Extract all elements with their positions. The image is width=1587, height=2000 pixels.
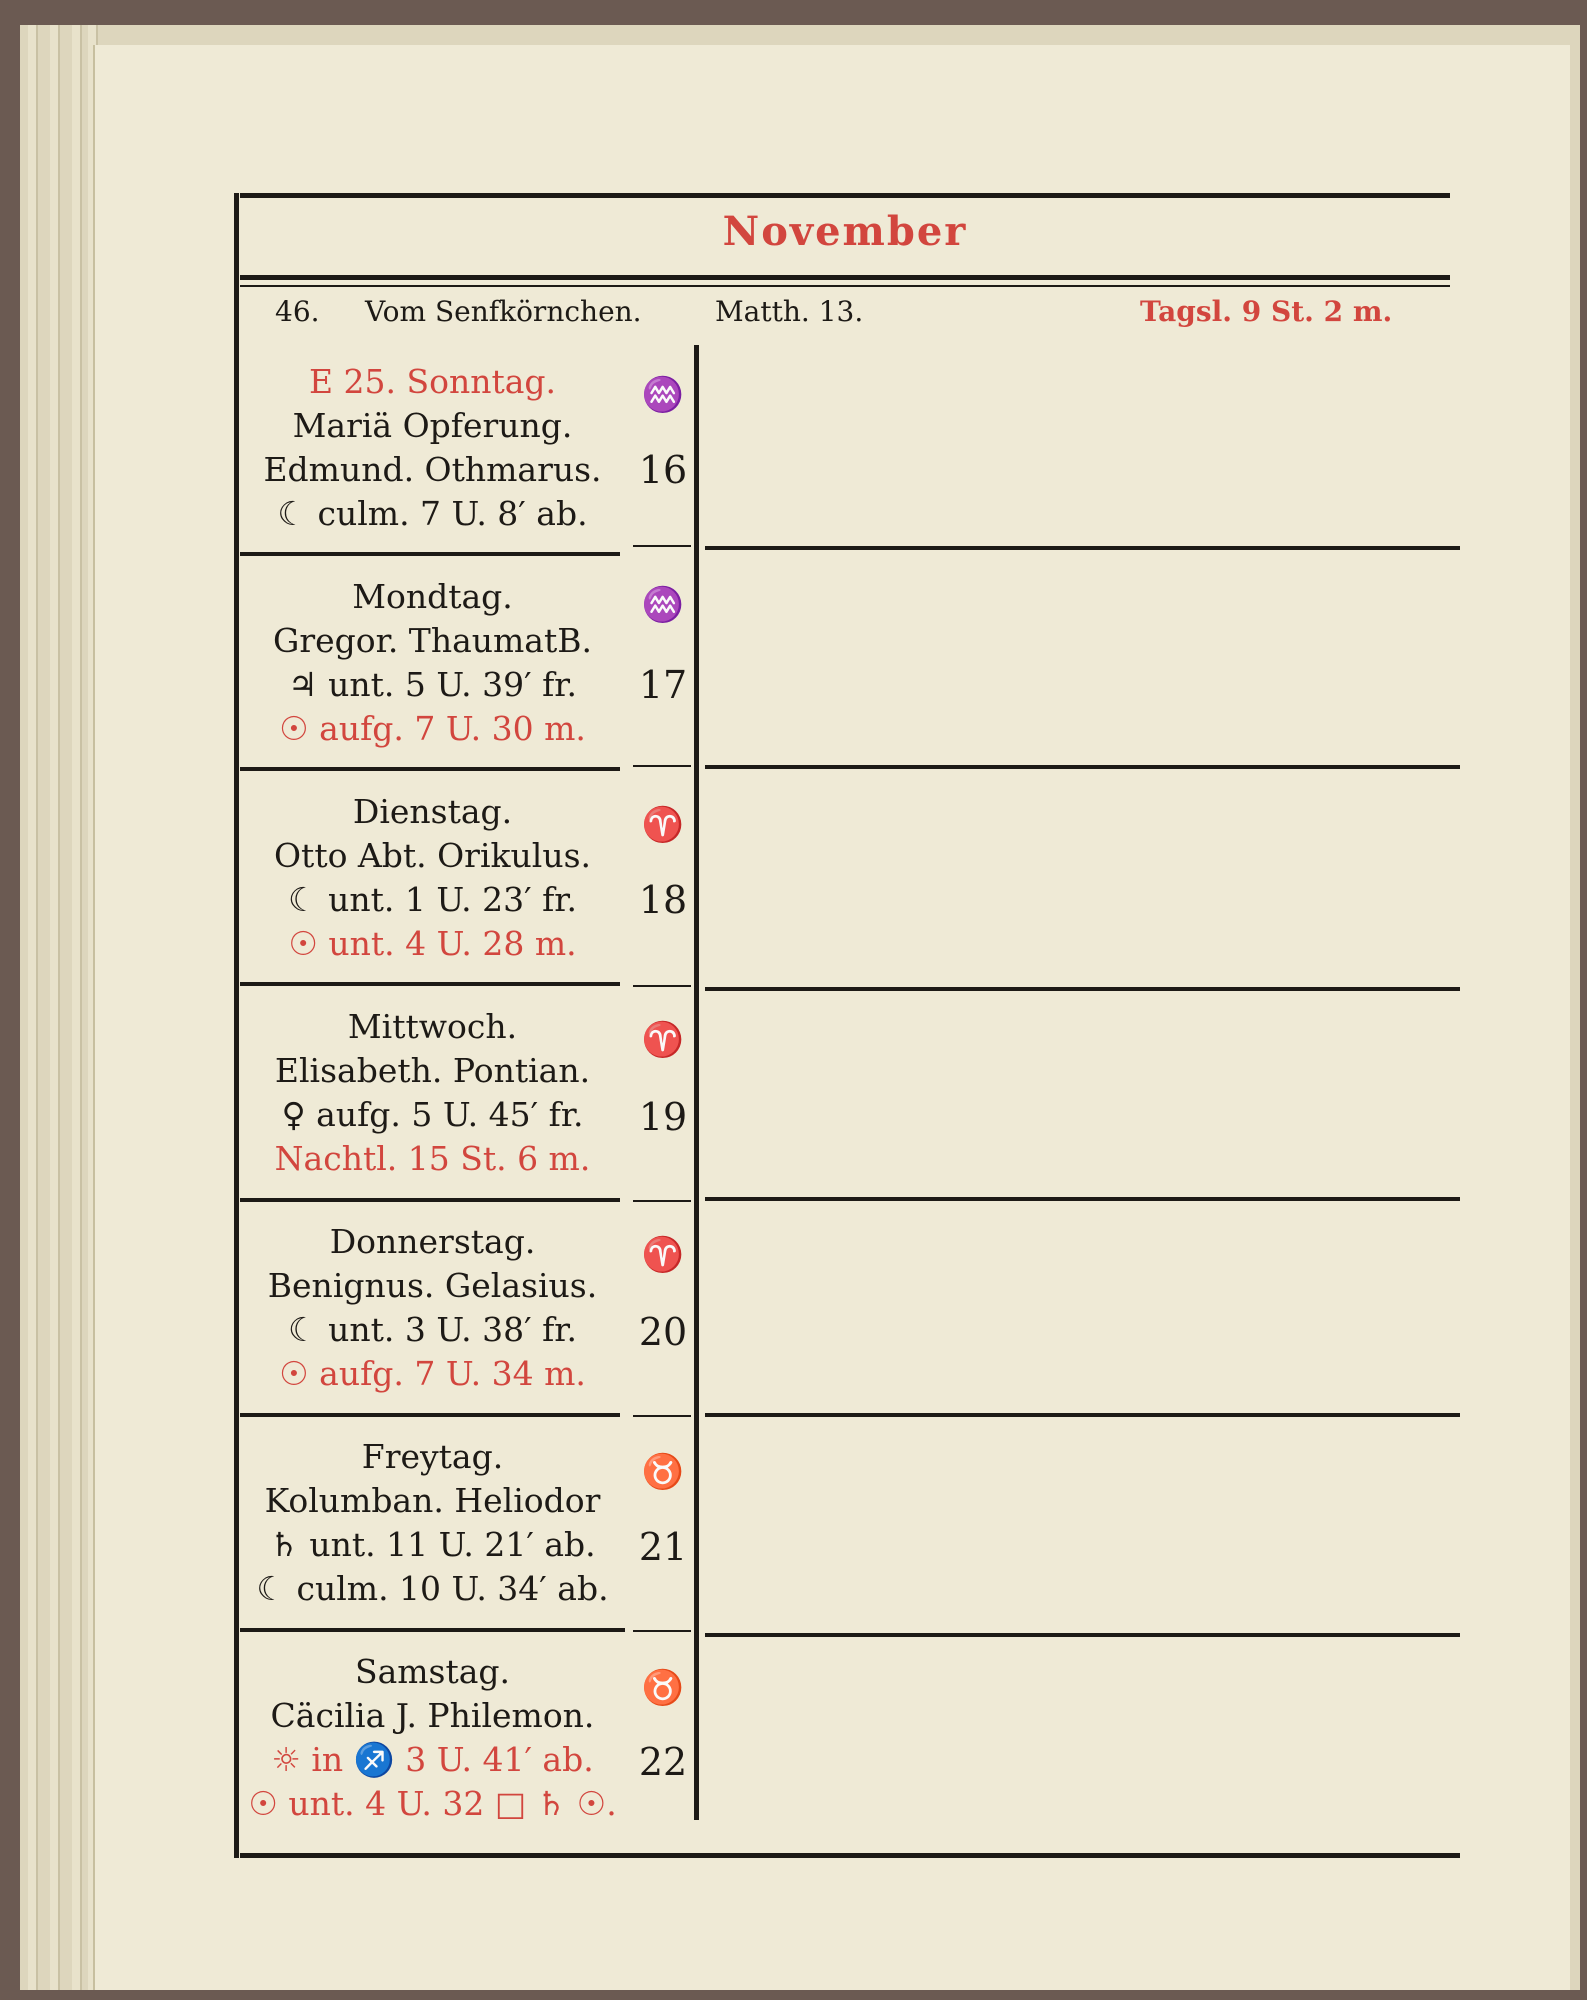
saints-line: Otto Abt. Orikulus.: [274, 836, 591, 875]
left-rule: [234, 193, 239, 1858]
day-number: 22: [638, 1740, 688, 1784]
astro-line: ☉ aufg. 7 U. 34 m.: [279, 1354, 586, 1393]
astro-line: ♀ aufg. 5 U. 45′ fr.: [281, 1095, 584, 1134]
day-entry: [240, 1650, 625, 1826]
gospel-reference: Matth. 13.: [715, 295, 864, 328]
astro-line: ☾ culm. 10 U. 34′ ab.: [256, 1569, 609, 1608]
day-separator: [240, 1413, 620, 1417]
astro-line: ☼ in ♐ 3 U. 41′ ab.: [271, 1740, 594, 1779]
day-entry: [240, 790, 625, 966]
astro-line: ☾ culm. 7 U. 8′ ab.: [277, 494, 588, 533]
week-number: 46.: [275, 295, 320, 328]
column-rule: [694, 345, 699, 1820]
day-name: Freytag.: [361, 1437, 504, 1476]
astro-line: ☉ aufg. 7 U. 30 m.: [279, 709, 586, 748]
day-entry: [240, 1220, 625, 1396]
notes-separator: [705, 765, 1460, 769]
title-rule: [240, 275, 1450, 280]
astro-line: ☉ unt. 4 U. 28 m.: [288, 924, 577, 963]
saints-line: Benignus. Gelasius.: [267, 1266, 598, 1305]
zodiac-separator: [633, 765, 691, 767]
astro-line: ☾ unt. 3 U. 38′ fr.: [288, 1310, 577, 1349]
day-separator: [240, 552, 620, 556]
day-name: Samstag.: [354, 1652, 511, 1691]
zodiac-separator: [633, 1630, 691, 1632]
saints-line: Kolumban. Heliodor: [264, 1481, 601, 1520]
day-number: 18: [638, 878, 688, 922]
zodiac-separator: [633, 1415, 691, 1417]
day-entry: [240, 1435, 625, 1611]
day-number: 20: [638, 1310, 688, 1354]
zodiac-separator: [633, 545, 691, 547]
astro-line: ☉ unt. 4 U. 32 □ ♄ ☉.: [248, 1784, 617, 1823]
night-length: Nachtl. 15 St. 6 m.: [274, 1139, 591, 1178]
saints-line: Mariä Opferung.: [292, 406, 573, 445]
bottom-rule: [240, 1853, 1460, 1858]
astro-line: ♄ unt. 11 U. 21′ ab.: [269, 1525, 596, 1564]
day-name: Mittwoch.: [347, 1007, 518, 1046]
day-number: 16: [638, 448, 688, 492]
astro-line: ♃ unt. 5 U. 39′ fr.: [288, 665, 577, 704]
day-separator: [240, 1198, 620, 1202]
notes-separator: [705, 987, 1460, 991]
zodiac-sign-icon: ♉: [641, 1668, 685, 1708]
day-separator: [240, 982, 620, 986]
day-name: Donnerstag.: [329, 1222, 536, 1261]
zodiac-separator: [633, 1200, 691, 1202]
zodiac-sign-icon: ♒: [641, 585, 685, 625]
saints-line: Gregor. ThaumatB.: [273, 621, 592, 660]
notes-separator: [705, 546, 1460, 550]
day-number: 17: [638, 663, 688, 707]
zodiac-sign-icon: ♈: [641, 1020, 685, 1060]
day-separator: [240, 767, 620, 771]
day-number: 19: [638, 1095, 688, 1139]
day-name: Mondtag.: [352, 577, 513, 616]
day-entry: [240, 1005, 625, 1181]
zodiac-separator: [633, 985, 691, 987]
day-name: Dienstag.: [352, 792, 513, 831]
top-rule: [240, 193, 1450, 198]
notes-separator: [705, 1633, 1460, 1637]
month-title: November: [722, 208, 968, 255]
notes-separator: [705, 1413, 1460, 1417]
day-entry: [240, 360, 625, 536]
notes-separator: [705, 1197, 1460, 1201]
astro-line: ☾ unt. 1 U. 23′ fr.: [288, 880, 577, 919]
title-rule-thin: [240, 285, 1450, 287]
zodiac-sign-icon: ♈: [641, 1235, 685, 1275]
saints-line: Elisabeth. Pontian.: [274, 1051, 591, 1090]
day-entry: [240, 575, 625, 751]
day-separator: [240, 1628, 625, 1632]
day-number: 21: [638, 1525, 688, 1569]
zodiac-sign-icon: ♉: [641, 1452, 685, 1492]
day-length: Tagsl. 9 St. 2 m.: [1140, 295, 1393, 328]
saints-line: Cäcilia J. Philemon.: [270, 1696, 595, 1735]
zodiac-sign-icon: ♈: [641, 805, 685, 845]
zodiac-sign-icon: ♒: [641, 375, 685, 415]
saints-line: Edmund. Othmarus.: [263, 450, 602, 489]
day-name: E 25. Sonntag.: [308, 362, 557, 401]
gospel-title: Vom Senfkörnchen.: [365, 295, 642, 328]
